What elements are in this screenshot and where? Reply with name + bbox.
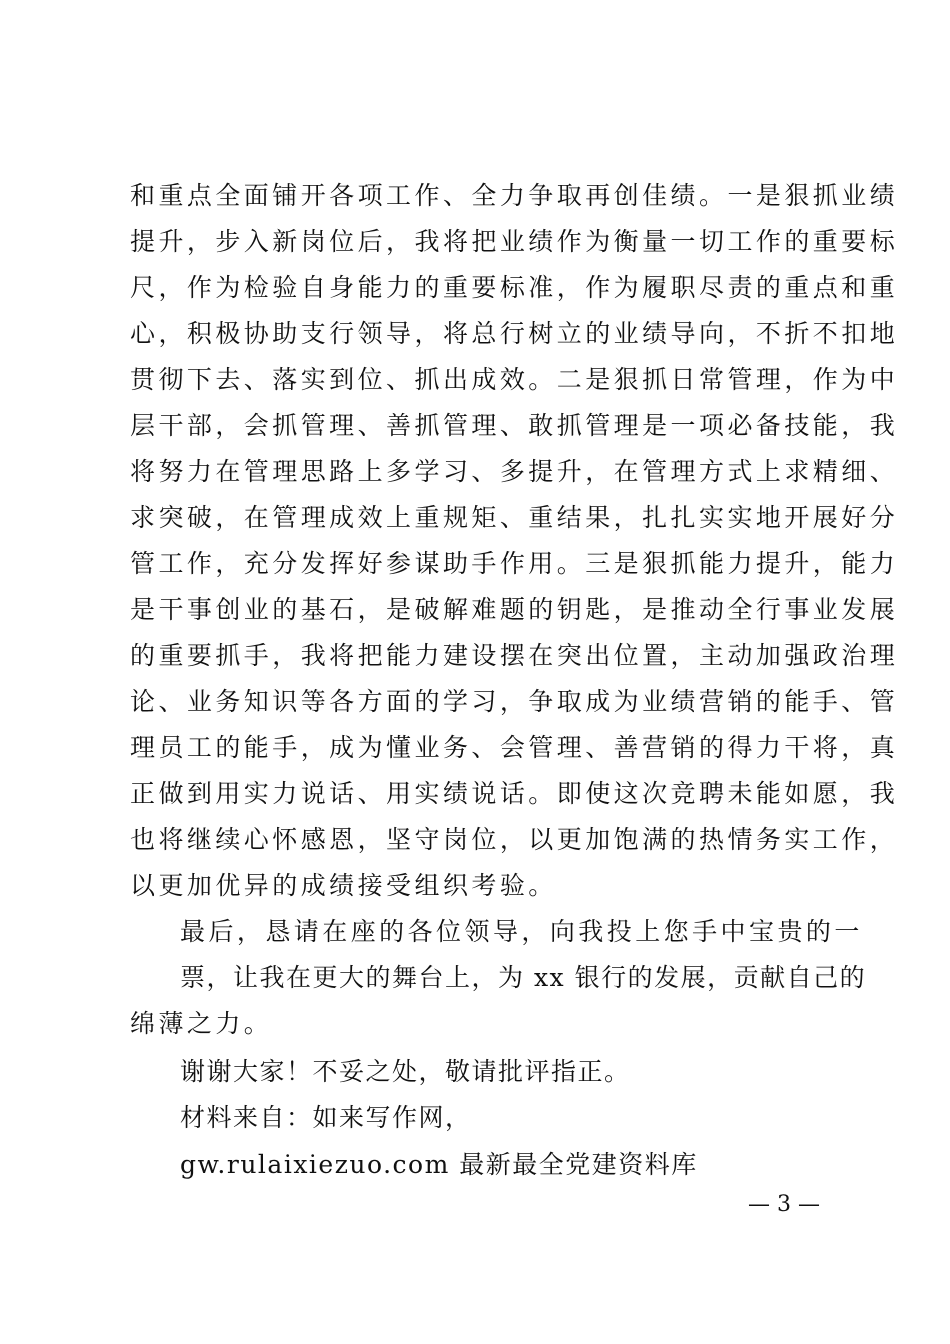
body-text-line: 层干部，会抓管理、善抓管理、敢抓管理是一项必备技能，我 bbox=[130, 411, 899, 440]
body-text-line: 理员工的能手，成为懂业务、会管理、善营销的得力干将，真 bbox=[130, 733, 899, 762]
body-text-line: 和重点全面铺开各项工作、全力争取再创佳绩。一是狠抓业绩 bbox=[130, 181, 899, 210]
body-text-line: 论、业务知识等各方面的学习，争取成为业绩营销的能手、管 bbox=[130, 687, 899, 716]
body-text-line: 的重要抓手，我将把能力建设摆在突出位置，主动加强政治理 bbox=[130, 641, 899, 670]
closing-text-line: 绵薄之力。 bbox=[130, 1009, 273, 1038]
page-number: — 3 — bbox=[748, 1192, 820, 1217]
source-url-text: gw.rulaixiezuo.com 最新最全党建资料库 bbox=[180, 1150, 698, 1179]
body-text-line: 心，积极协助支行领导，将总行树立的业绩导向，不折不扣地 bbox=[130, 319, 899, 348]
thanks-text: 谢谢大家！不妥之处，敬请批评指正。 bbox=[180, 1057, 631, 1086]
closing-text-line: 最后，恳请在座的各位领导，向我投上您手中宝贵的一 bbox=[180, 917, 863, 946]
body-text-line: 求突破，在管理成效上重规矩、重结果，扎扎实实地开展好分 bbox=[130, 503, 899, 532]
body-text-line: 尺，作为检验自身能力的重要标准，作为履职尽责的重点和重 bbox=[130, 273, 899, 302]
body-text-line: 贯彻下去、落实到位、抓出成效。二是狠抓日常管理，作为中 bbox=[130, 365, 899, 394]
closing-text-line: 票，让我在更大的舞台上，为 xx 银行的发展，贡献自己的 bbox=[180, 963, 867, 992]
body-text-line: 也将继续心怀感恩，坚守岗位，以更加饱满的热情务实工作， bbox=[130, 825, 899, 854]
body-text-line: 是干事创业的基石，是破解难题的钥匙，是推动全行事业发展 bbox=[130, 595, 899, 624]
body-text-line: 提升，步入新岗位后，我将把业绩作为衡量一切工作的重要标 bbox=[130, 227, 899, 256]
source-text: 材料来自：如来写作网， bbox=[180, 1103, 472, 1132]
body-text-line: 以更加优异的成绩接受组织考验。 bbox=[130, 871, 557, 900]
body-text-line: 将努力在管理思路上多学习、多提升，在管理方式上求精细、 bbox=[130, 457, 899, 486]
body-text-line: 管工作，充分发挥好参谋助手作用。三是狠抓能力提升，能力 bbox=[130, 549, 899, 578]
body-text-line: 正做到用实力说话、用实绩说话。即使这次竞聘未能如愿，我 bbox=[130, 779, 899, 808]
